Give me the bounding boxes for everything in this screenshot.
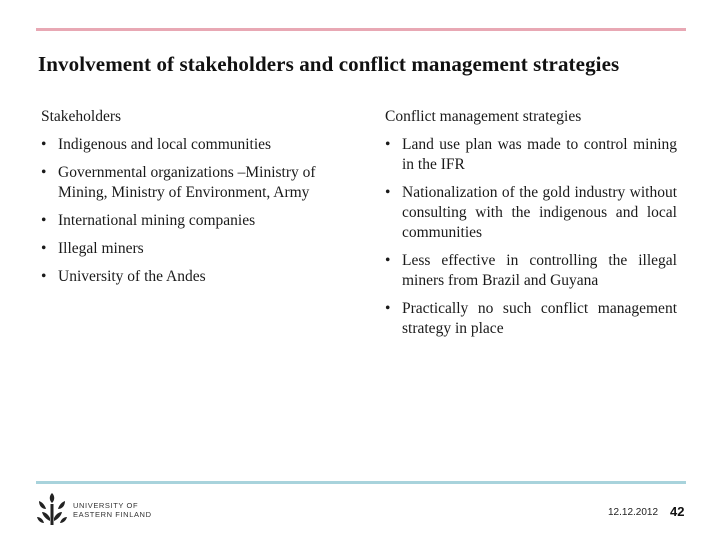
logo-text-line2: EASTERN FINLAND: [73, 510, 152, 519]
bottom-divider: [36, 481, 686, 484]
slide-title: Involvement of stakeholders and conflict management strategies: [38, 52, 620, 76]
logo-mark-icon: [36, 491, 68, 527]
list-item: • Illegal miners: [41, 240, 144, 257]
list-item: • Land use plan was made to control mining in the IFR: [385, 136, 677, 173]
logo-text: [73, 501, 152, 519]
bullet-icon: •: [41, 136, 47, 153]
stakeholders-list: [41, 135, 341, 287]
list-item: • University of the Andes: [41, 268, 206, 285]
bullet-icon: •: [41, 212, 47, 229]
logo-text-line1: UNIVERSITY OF: [73, 501, 139, 510]
list-item: • Governmental organizations –Ministry of Mining, Ministry of Environment, Army: [41, 164, 316, 201]
list-item: • Nationalization of the gold industry without consulting with the indigenous and local communities: [385, 184, 677, 241]
bullet-icon: •: [385, 300, 391, 317]
bullet-icon: •: [385, 184, 391, 201]
list-item: • Indigenous and local communities: [41, 136, 272, 153]
slide-date: 12.12.2012: [608, 507, 659, 518]
top-divider: [36, 28, 686, 31]
bullet-icon: •: [41, 164, 47, 181]
stakeholders-heading: Stakeholders: [41, 108, 122, 125]
strategies-column: [385, 107, 677, 347]
bullet-icon: •: [385, 136, 391, 153]
bullet-icon: •: [41, 268, 47, 285]
bullet-icon: •: [385, 252, 391, 269]
list-item: • Less effective in controlling the illegal miners from Brazil and Guyana: [385, 252, 677, 289]
stakeholders-column: [41, 107, 341, 295]
list-item: • Practically no such conflict management strategy in place: [385, 300, 677, 337]
bullet-icon: •: [41, 240, 47, 257]
strategies-heading: Conflict management strategies: [385, 108, 582, 125]
university-logo: [36, 491, 166, 527]
page-number: 42: [670, 504, 685, 519]
strategies-list: [385, 135, 677, 339]
list-item: • International mining companies: [41, 212, 256, 229]
